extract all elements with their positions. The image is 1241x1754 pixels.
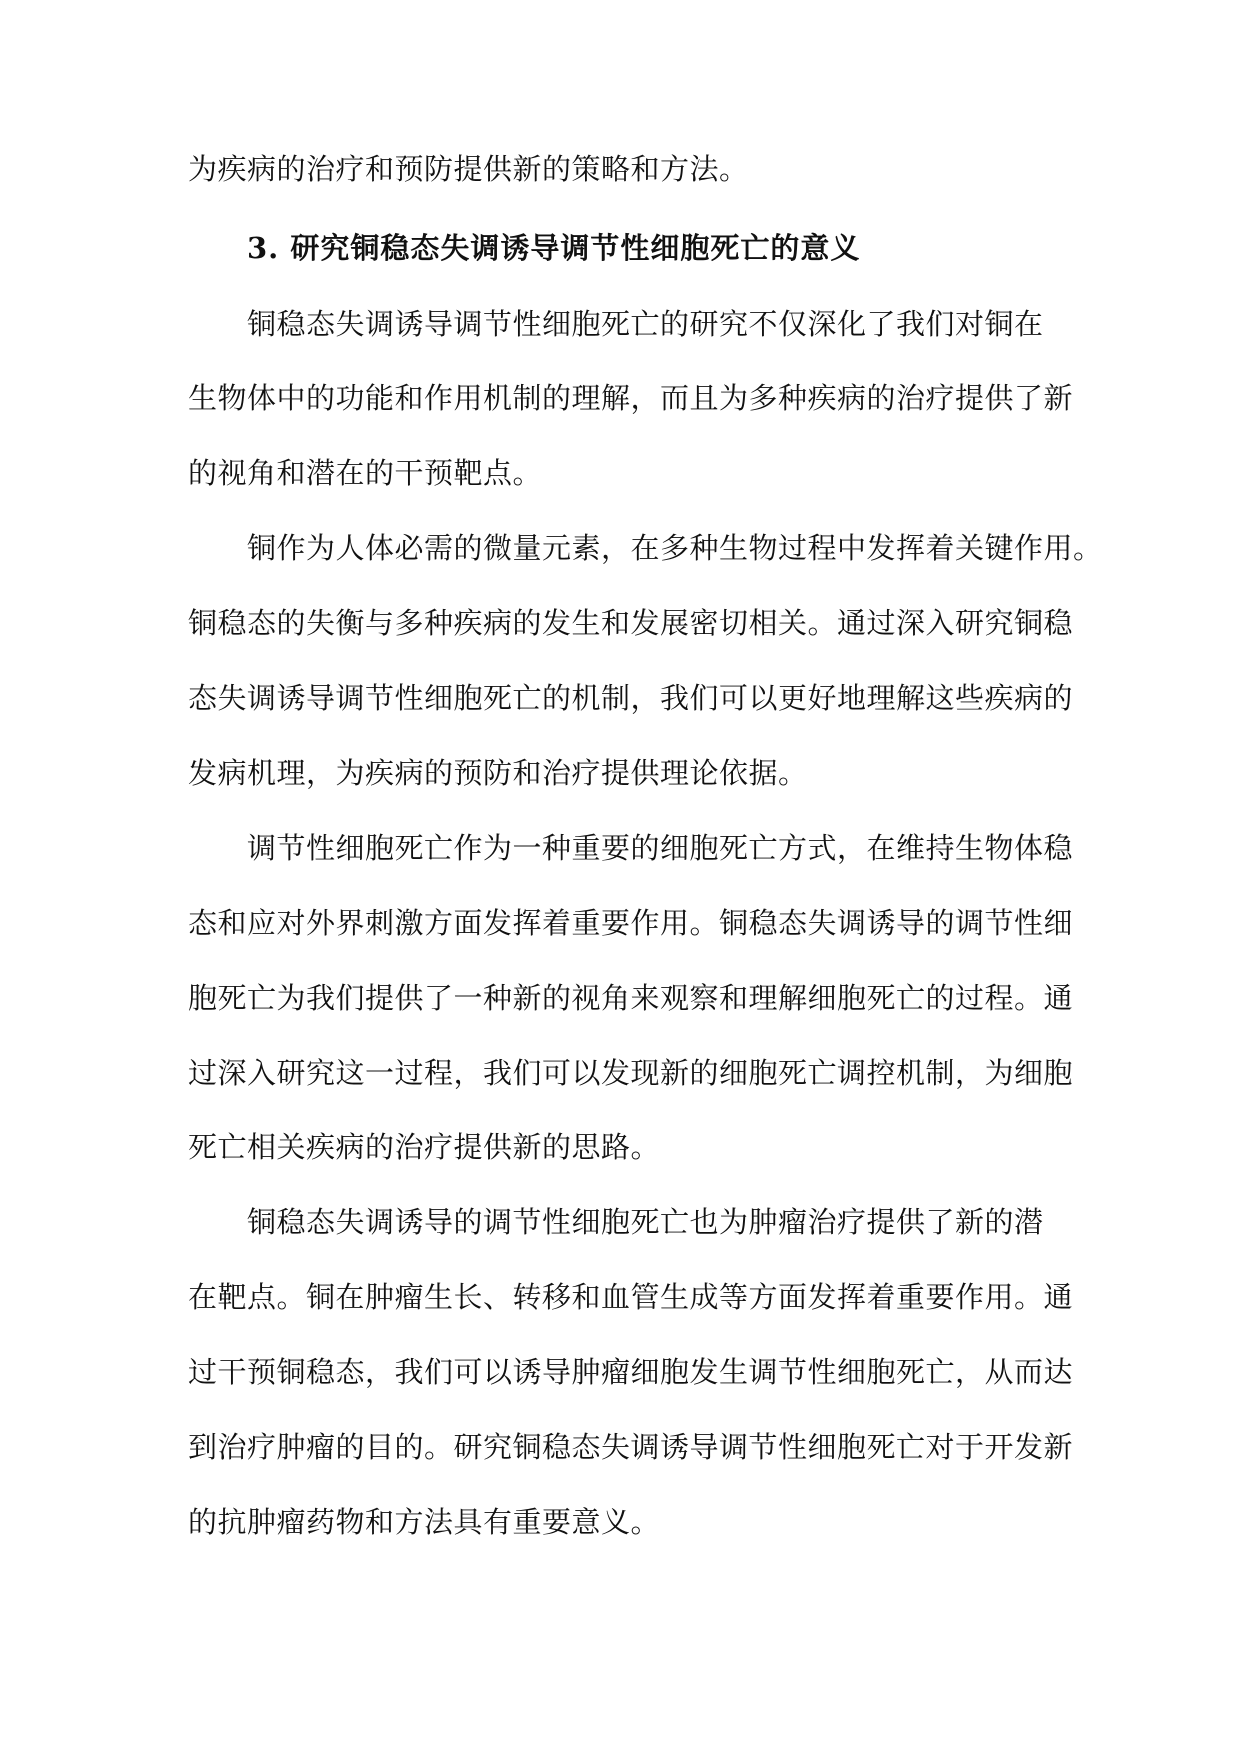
paragraph-line: 的抗肿瘤药物和方法具有重要意义。 bbox=[188, 1505, 661, 1539]
paragraph-line: 态失调诱导调节性细胞死亡的机制，我们可以更好地理解这些疾病的 bbox=[188, 681, 1074, 715]
paragraph-line: 铜稳态失调诱导的调节性细胞死亡也为肿瘤治疗提供了新的潜 bbox=[247, 1205, 1044, 1239]
paragraph-line: 铜作为人体必需的微量元素，在多种生物过程中发挥着关键作用。 bbox=[247, 531, 1103, 565]
paragraph-line: 铜稳态的失衡与多种疾病的发生和发展密切相关。通过深入研究铜稳 bbox=[188, 606, 1074, 640]
paragraph-line: 到治疗肿瘤的目的。研究铜稳态失调诱导调节性细胞死亡对于开发新 bbox=[188, 1430, 1074, 1464]
paragraph-line: 死亡相关疾病的治疗提供新的思路。 bbox=[188, 1130, 661, 1164]
paragraph-line: 在靶点。铜在肿瘤生长、转移和血管生成等方面发挥着重要作用。通 bbox=[188, 1280, 1074, 1314]
section-heading: 3. 研究铜稳态失调诱导调节性细胞死亡的意义 bbox=[247, 231, 861, 265]
paragraph-line: 调节性细胞死亡作为一种重要的细胞死亡方式，在维持生物体稳 bbox=[247, 831, 1074, 865]
paragraph-line: 的视角和潜在的干预靶点。 bbox=[188, 456, 543, 490]
paragraph-line: 生物体中的功能和作用机制的理解，而且为多种疾病的治疗提供了新 bbox=[188, 381, 1074, 415]
paragraph-line: 态和应对外界刺激方面发挥着重要作用。铜稳态失调诱导的调节性细 bbox=[188, 906, 1074, 940]
paragraph-line: 过深入研究这一过程，我们可以发现新的细胞死亡调控机制，为细胞 bbox=[188, 1056, 1074, 1090]
paragraph-line: 过干预铜稳态，我们可以诱导肿瘤细胞发生调节性细胞死亡，从而达 bbox=[188, 1355, 1074, 1389]
paragraph-line: 铜稳态失调诱导调节性细胞死亡的研究不仅深化了我们对铜在 bbox=[247, 307, 1044, 341]
paragraph-line: 发病机理，为疾病的预防和治疗提供理论依据。 bbox=[188, 756, 808, 790]
paragraph-line: 胞死亡为我们提供了一种新的视角来观察和理解细胞死亡的过程。通 bbox=[188, 981, 1074, 1015]
carryover-line: 为疾病的治疗和预防提供新的策略和方法。 bbox=[188, 152, 749, 186]
